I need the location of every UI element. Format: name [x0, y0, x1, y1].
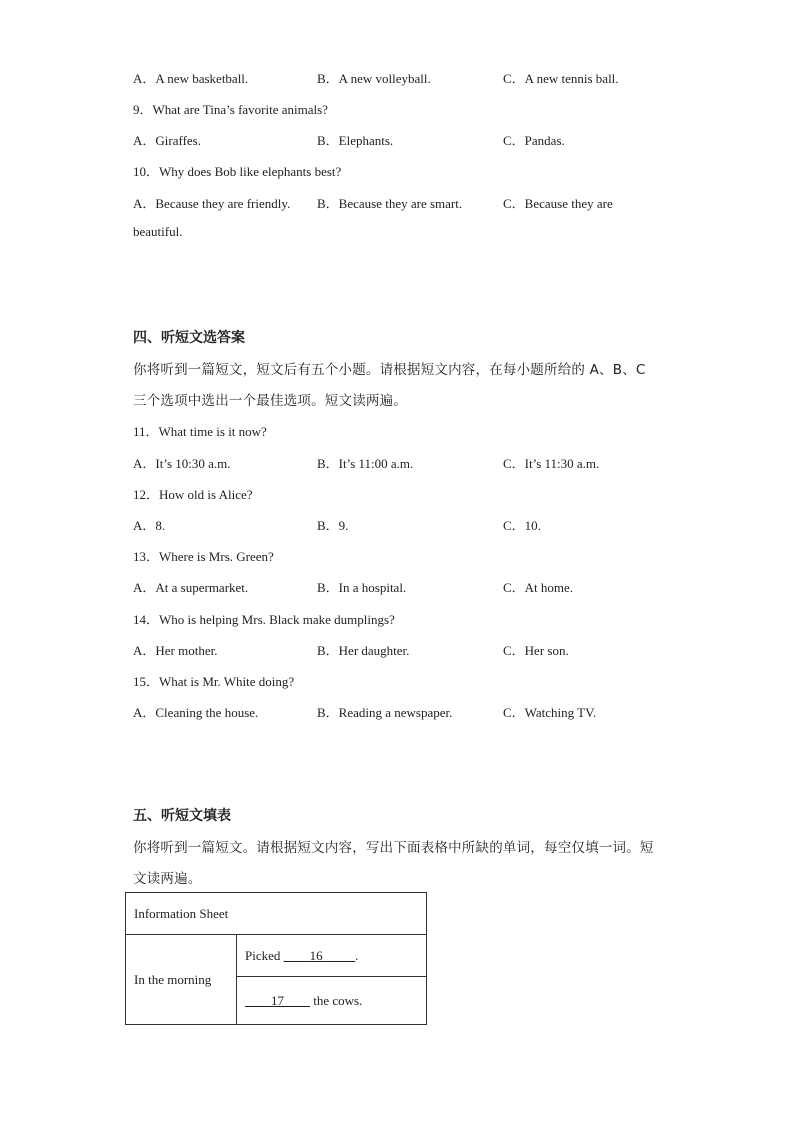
q15-option-b: B．Reading a newspaper.	[317, 705, 453, 720]
section5-title: 五、听短文填表	[133, 808, 231, 824]
information-sheet-table	[125, 892, 427, 1025]
q8-option-a: A．A new basketball.	[133, 71, 249, 86]
q9-option-b: B．Elephants.	[317, 133, 394, 148]
q9-option-c: C．Pandas.	[503, 133, 565, 148]
section4-title: 四、听短文选答案	[133, 330, 245, 346]
q10-option-b: B．Because they are smart.	[317, 196, 463, 211]
blank-16-suffix: .	[355, 947, 359, 963]
blank-17-cell	[237, 977, 427, 1025]
section5-instruction-line2: 文读两遍。	[133, 871, 202, 887]
q8-option-c: C．A new tennis ball.	[503, 71, 619, 86]
q10-question: 10．Why does Bob like elephants best?	[133, 164, 342, 179]
q13-option-c: C．At home.	[503, 580, 574, 595]
q10-option-a: A．Because they are friendly.	[133, 196, 291, 211]
q11-option-a: A．It’s 10:30 a.m.	[133, 456, 231, 471]
q11-option-b: B．It’s 11:00 a.m.	[317, 456, 414, 471]
blank-16-prefix: Picked	[245, 947, 284, 963]
q12-option-a: A．8.	[133, 518, 166, 533]
q13-question: 13．Where is Mrs. Green?	[133, 549, 274, 564]
blank-16-cell	[237, 935, 427, 977]
q13-option-a: A．At a supermarket.	[133, 580, 249, 595]
q12-option-c: C．10.	[503, 518, 541, 533]
q9-question: 9．What are Tina’s favorite animals?	[133, 102, 328, 117]
table-header-cell: Information Sheet	[126, 893, 427, 935]
q12-question: 12．How old is Alice?	[133, 487, 253, 502]
q10-option-c: C．Because they are	[503, 196, 613, 211]
q8-option-b: B．A new volleyball.	[317, 71, 431, 86]
q14-question: 14．Who is helping Mrs. Black make dumplings?	[133, 612, 395, 627]
q11-question: 11．What time is it now?	[133, 424, 267, 439]
q14-option-c: C．Her son.	[503, 643, 569, 658]
blank-16[interactable]: ____16_____	[283, 947, 356, 963]
q13-option-b: B．In a hospital.	[317, 580, 407, 595]
q11-option-c: C．It’s 11:30 a.m.	[503, 456, 600, 471]
q15-question: 15．What is Mr. White doing?	[133, 674, 295, 689]
section5-instruction-line1: 你将听到一篇短文。请根据短文内容，写出下面表格中所缺的单词，每空仅填一词。短	[133, 840, 654, 856]
row-label-cell: In the morning	[126, 935, 237, 1025]
q15-option-a: A．Cleaning the house.	[133, 705, 259, 720]
q12-option-b: B．9.	[317, 518, 349, 533]
q15-option-c: C．Watching TV.	[503, 705, 597, 720]
blank-17-suffix: the cows.	[310, 992, 363, 1008]
q14-option-b: B．Her daughter.	[317, 643, 410, 658]
section4-instruction-line2: 三个选项中选出一个最佳选项。短文读两遍。	[133, 393, 407, 409]
q9-option-a: A．Giraffes.	[133, 133, 201, 148]
blank-17[interactable]: ____17____	[245, 992, 310, 1008]
section4-instruction-line1: 你将听到一篇短文，短文后有五个小题。请根据短文内容，在每小题所给的 A、B、C	[133, 362, 646, 378]
q10-option-c-continuation: beautiful.	[133, 224, 183, 239]
q14-option-a: A．Her mother.	[133, 643, 218, 658]
